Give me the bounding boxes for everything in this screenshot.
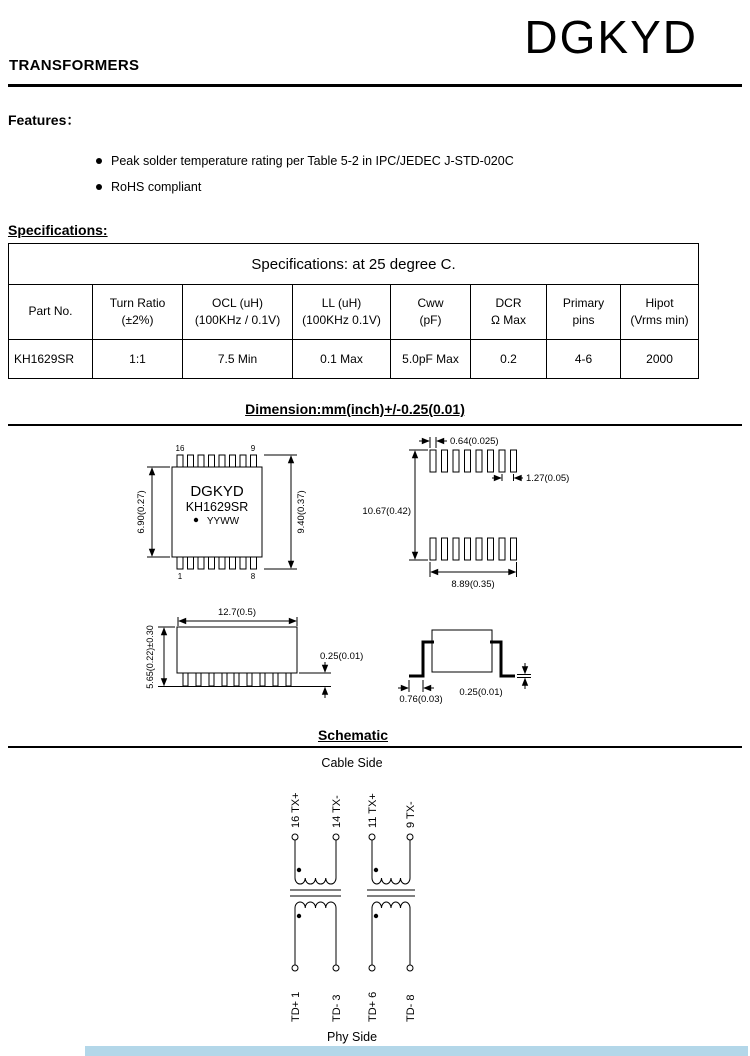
col-header-primary-pins: Primary pins bbox=[547, 285, 621, 340]
polarity-dots bbox=[297, 868, 378, 918]
polarity-dot-icon bbox=[374, 914, 378, 918]
dim-standoff: 0.25(0.01) bbox=[320, 651, 364, 662]
dim-footprint-height: 10.67(0.42) bbox=[362, 506, 411, 517]
schematic-drawing bbox=[0, 750, 750, 1050]
pin-9-label: 9 bbox=[250, 444, 256, 453]
specifications-heading: Specifications: bbox=[8, 222, 108, 238]
phy-side-label: Phy Side bbox=[326, 1030, 378, 1044]
cell-hipot: 2000 bbox=[621, 340, 699, 379]
footer-bar bbox=[85, 1046, 748, 1056]
bullet-icon bbox=[96, 184, 102, 190]
dim-overall-height: 9.40(0.37) bbox=[296, 490, 307, 534]
cell-turn-ratio: 1:1 bbox=[93, 340, 183, 379]
package-part-marking: KH1629SR bbox=[185, 500, 249, 514]
pin-label-td1: TD+ 1 bbox=[290, 991, 302, 1022]
transformer-secondary-winding bbox=[372, 902, 410, 908]
specifications-table bbox=[8, 243, 699, 379]
transformer-primary-winding bbox=[372, 878, 410, 884]
cell-ocl: 7.5 Min bbox=[183, 340, 293, 379]
pin-8-label: 8 bbox=[250, 572, 256, 581]
col-header-part-no: Part No. bbox=[9, 285, 93, 340]
end-view-labels bbox=[399, 687, 502, 705]
dim-footprint-width: 8.89(0.35) bbox=[451, 579, 495, 590]
feature-item bbox=[96, 180, 201, 194]
brand-logo: DGKYD bbox=[524, 11, 698, 63]
dim-pad-pitch: 1.27(0.05) bbox=[526, 473, 570, 484]
dim-pad-width: 0.64(0.025) bbox=[450, 436, 499, 447]
feature-item bbox=[96, 154, 514, 168]
col-header-cww: Cww (pF) bbox=[391, 285, 471, 340]
package-datecode-marking: YYWW bbox=[206, 516, 240, 527]
bullet-icon bbox=[96, 158, 102, 164]
dim-seated-height: 5.65(0.22)±0.30 bbox=[145, 625, 155, 689]
cable-side-label: Cable Side bbox=[321, 756, 383, 770]
dimension-drawings bbox=[0, 430, 750, 730]
pin1-marking-dot-icon bbox=[194, 518, 198, 522]
footprint-labels bbox=[362, 436, 569, 590]
features-heading: Features： bbox=[8, 112, 81, 128]
dim-body-length: 12.7(0.5) bbox=[217, 607, 257, 618]
pin-label-14-txn: 14 TX- bbox=[331, 795, 343, 828]
col-header-dcr: DCR Ω Max bbox=[471, 285, 547, 340]
pin-16-label: 16 bbox=[175, 444, 185, 453]
cell-primary-pins: 4-6 bbox=[547, 340, 621, 379]
transformer-primary-winding bbox=[295, 878, 336, 884]
pin-label-9-txn: 9 TX- bbox=[405, 801, 417, 828]
col-header-ocl: OCL (uH) (100KHz / 0.1V) bbox=[183, 285, 293, 340]
schematic-pin-labels bbox=[290, 792, 417, 1022]
page-title: TRANSFORMERS bbox=[9, 57, 140, 74]
side-view bbox=[158, 617, 331, 698]
pin-label-td6: TD+ 6 bbox=[367, 991, 379, 1022]
table-title-row bbox=[9, 244, 699, 285]
col-header-hipot: Hipot (Vrms min) bbox=[621, 285, 699, 340]
col-header-ll: LL (uH) (100KHz 0.1V) bbox=[293, 285, 391, 340]
dimension-heading: Dimension:mm(inch)+/-0.25(0.01) bbox=[245, 401, 465, 417]
polarity-dot-icon bbox=[374, 868, 378, 872]
feature-text: RoHS compliant bbox=[111, 180, 202, 194]
table-header-row bbox=[9, 285, 699, 340]
col-header-turn-ratio: Turn Ratio (±2%) bbox=[93, 285, 183, 340]
dim-foot-length: 0.76(0.03) bbox=[399, 694, 443, 705]
polarity-dot-icon bbox=[297, 868, 301, 872]
end-view bbox=[398, 630, 531, 692]
pin-1-label: 1 bbox=[177, 572, 183, 581]
cell-cww: 5.0pF Max bbox=[391, 340, 471, 379]
schematic-wiring bbox=[290, 834, 415, 971]
pin-label-td8: TD- 8 bbox=[405, 994, 417, 1022]
pin-label-11-txp: 11 TX+ bbox=[367, 793, 379, 828]
schematic-heading: Schematic bbox=[0, 727, 706, 743]
cell-ll: 0.1 Max bbox=[293, 340, 391, 379]
transformer-secondary-winding bbox=[295, 902, 336, 908]
dim-body-height: 6.90(0.27) bbox=[136, 490, 147, 534]
pin-label-td3: TD- 3 bbox=[331, 994, 343, 1022]
polarity-dot-icon bbox=[297, 914, 301, 918]
schematic-divider bbox=[8, 746, 742, 748]
footprint-view bbox=[409, 437, 523, 577]
package-brand-marking: DGKYD bbox=[190, 483, 244, 500]
dimension-divider bbox=[8, 424, 742, 426]
pin-label-16-txp: 16 TX+ bbox=[290, 792, 302, 828]
feature-text: Peak solder temperature rating per Table 5-2 in IPC/JEDEC J-STD-020C bbox=[111, 154, 514, 168]
cell-part-no: KH1629SR bbox=[9, 340, 93, 379]
cell-dcr: 0.2 bbox=[471, 340, 547, 379]
package-top-view-labels bbox=[136, 444, 307, 581]
table-data-row bbox=[9, 340, 699, 379]
table-title: Specifications: at 25 degree C. bbox=[9, 244, 699, 285]
dim-lead-thickness: 0.25(0.01) bbox=[459, 687, 503, 698]
header-divider bbox=[8, 84, 742, 87]
